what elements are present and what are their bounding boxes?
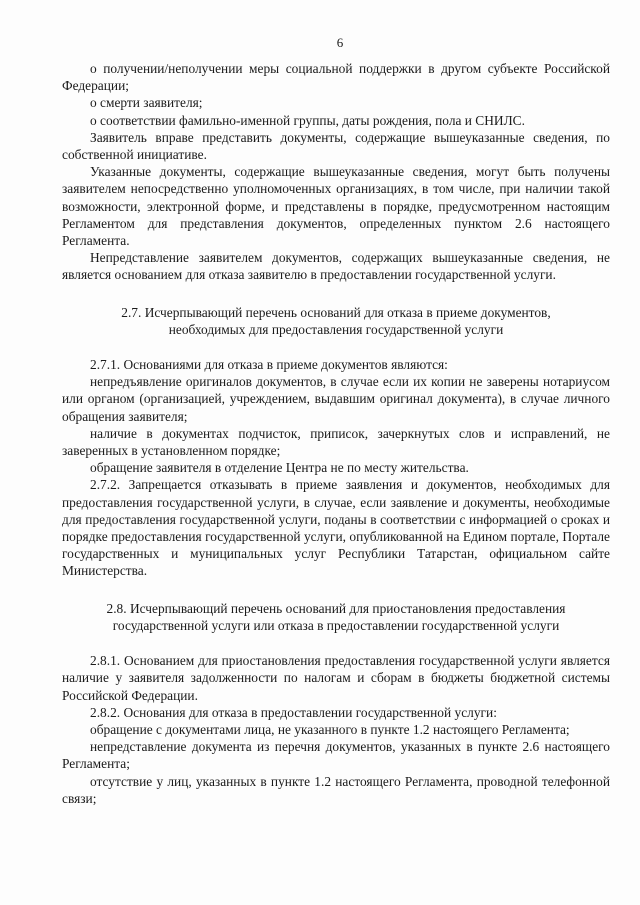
paragraph: 2.7.2. Запрещается отказывать в приеме заявления и документов, необходимых для предоставления государственной услуги, в случае, если заявление и документы, необходимые для предоставления государственной услуги, поданы в соответствии с информацией о сроках и порядке предоставления государственной услуги, опубликованной на Едином портале, Портале государственных и муниципальных услуг Республики Татарстан, официальном сайте Министерства. bbox=[62, 477, 610, 579]
paragraph: 2.7.1. Основаниями для отказа в приеме документов являются: bbox=[90, 357, 448, 373]
section-heading-2-8 bbox=[62, 600, 610, 634]
paragraph: Заявитель вправе представить документы, содержащие вышеуказанные сведения, по собственной инициативе. bbox=[62, 129, 610, 163]
paragraph: Непредставление заявителем документов, содержащих вышеуказанные сведения, не является основанием для отказа заявителю в предоставлении государственной услуги. bbox=[62, 250, 610, 283]
paragraph: о получении/неполучении меры социальной поддержки в другом субъекте Российской Федерации; bbox=[62, 61, 610, 94]
page-number: 6 bbox=[336, 35, 344, 50]
heading-line: 2.8. Исчерпывающий перечень оснований для приостановления предоставления bbox=[106, 600, 566, 616]
paragraph: отсутствие у лиц, указанных в пункте 1.2 настоящего Регламента, проводной телефонной связи; bbox=[62, 773, 610, 806]
paragraph: непредставление документа из перечня документов, указанных в пункте 2.6 настоящего Регламента; bbox=[62, 739, 610, 772]
heading-line: 2.7. Исчерпывающий перечень оснований для отказа в приеме документов, bbox=[121, 304, 551, 320]
paragraph: обращение с документами лица, не указанного в пункте 1.2 настоящего Регламента; bbox=[90, 721, 570, 737]
paragraph: наличие в документах подчисток, приписок, зачеркнутых слов и исправлений, не заверенных в установленном порядке; bbox=[62, 425, 610, 459]
heading-line: государственной услуги или отказа в предоставлении государственной услуги bbox=[112, 617, 560, 633]
paragraph: 2.8.2. Основания для отказа в предоставлении государственной услуги: bbox=[90, 704, 497, 720]
paragraph: обращение заявителя в отделение Центра не по месту жительства. bbox=[90, 460, 469, 476]
paragraph: 2.8.1. Основанием для приостановления предоставления государственной услуги является наличие у заявителя задолженности по налогам и сборам в бюджеты бюджетной системы Российской Федерации. bbox=[62, 653, 610, 703]
paragraph: непредъявление оригиналов документов, в случае если их копии не заверены нотариусом или органом (организацией, учреждением, выдавшим оригинал документа), в случае личного обращения заявителя; bbox=[62, 374, 610, 424]
paragraph: о соответствии фамильно-именной группы, даты рождения, пола и СНИЛС. bbox=[90, 112, 525, 128]
document-body bbox=[62, 60, 610, 807]
paragraph: Указанные документы, содержащие вышеуказанные сведения, могут быть получены заявителем непосредственно уполномоченных организациях, в том числе, при наличии такой возможности, электронной форме, и представлены в порядке, предусмотренном настоящим Регламентом для представления документов, определенных пунктом 2.6 настоящего Регламента. bbox=[62, 164, 610, 249]
heading-line: необходимых для предоставления государственной услуги bbox=[168, 321, 504, 337]
paragraph: о смерти заявителя; bbox=[90, 95, 203, 111]
section-heading-2-7 bbox=[62, 304, 610, 338]
